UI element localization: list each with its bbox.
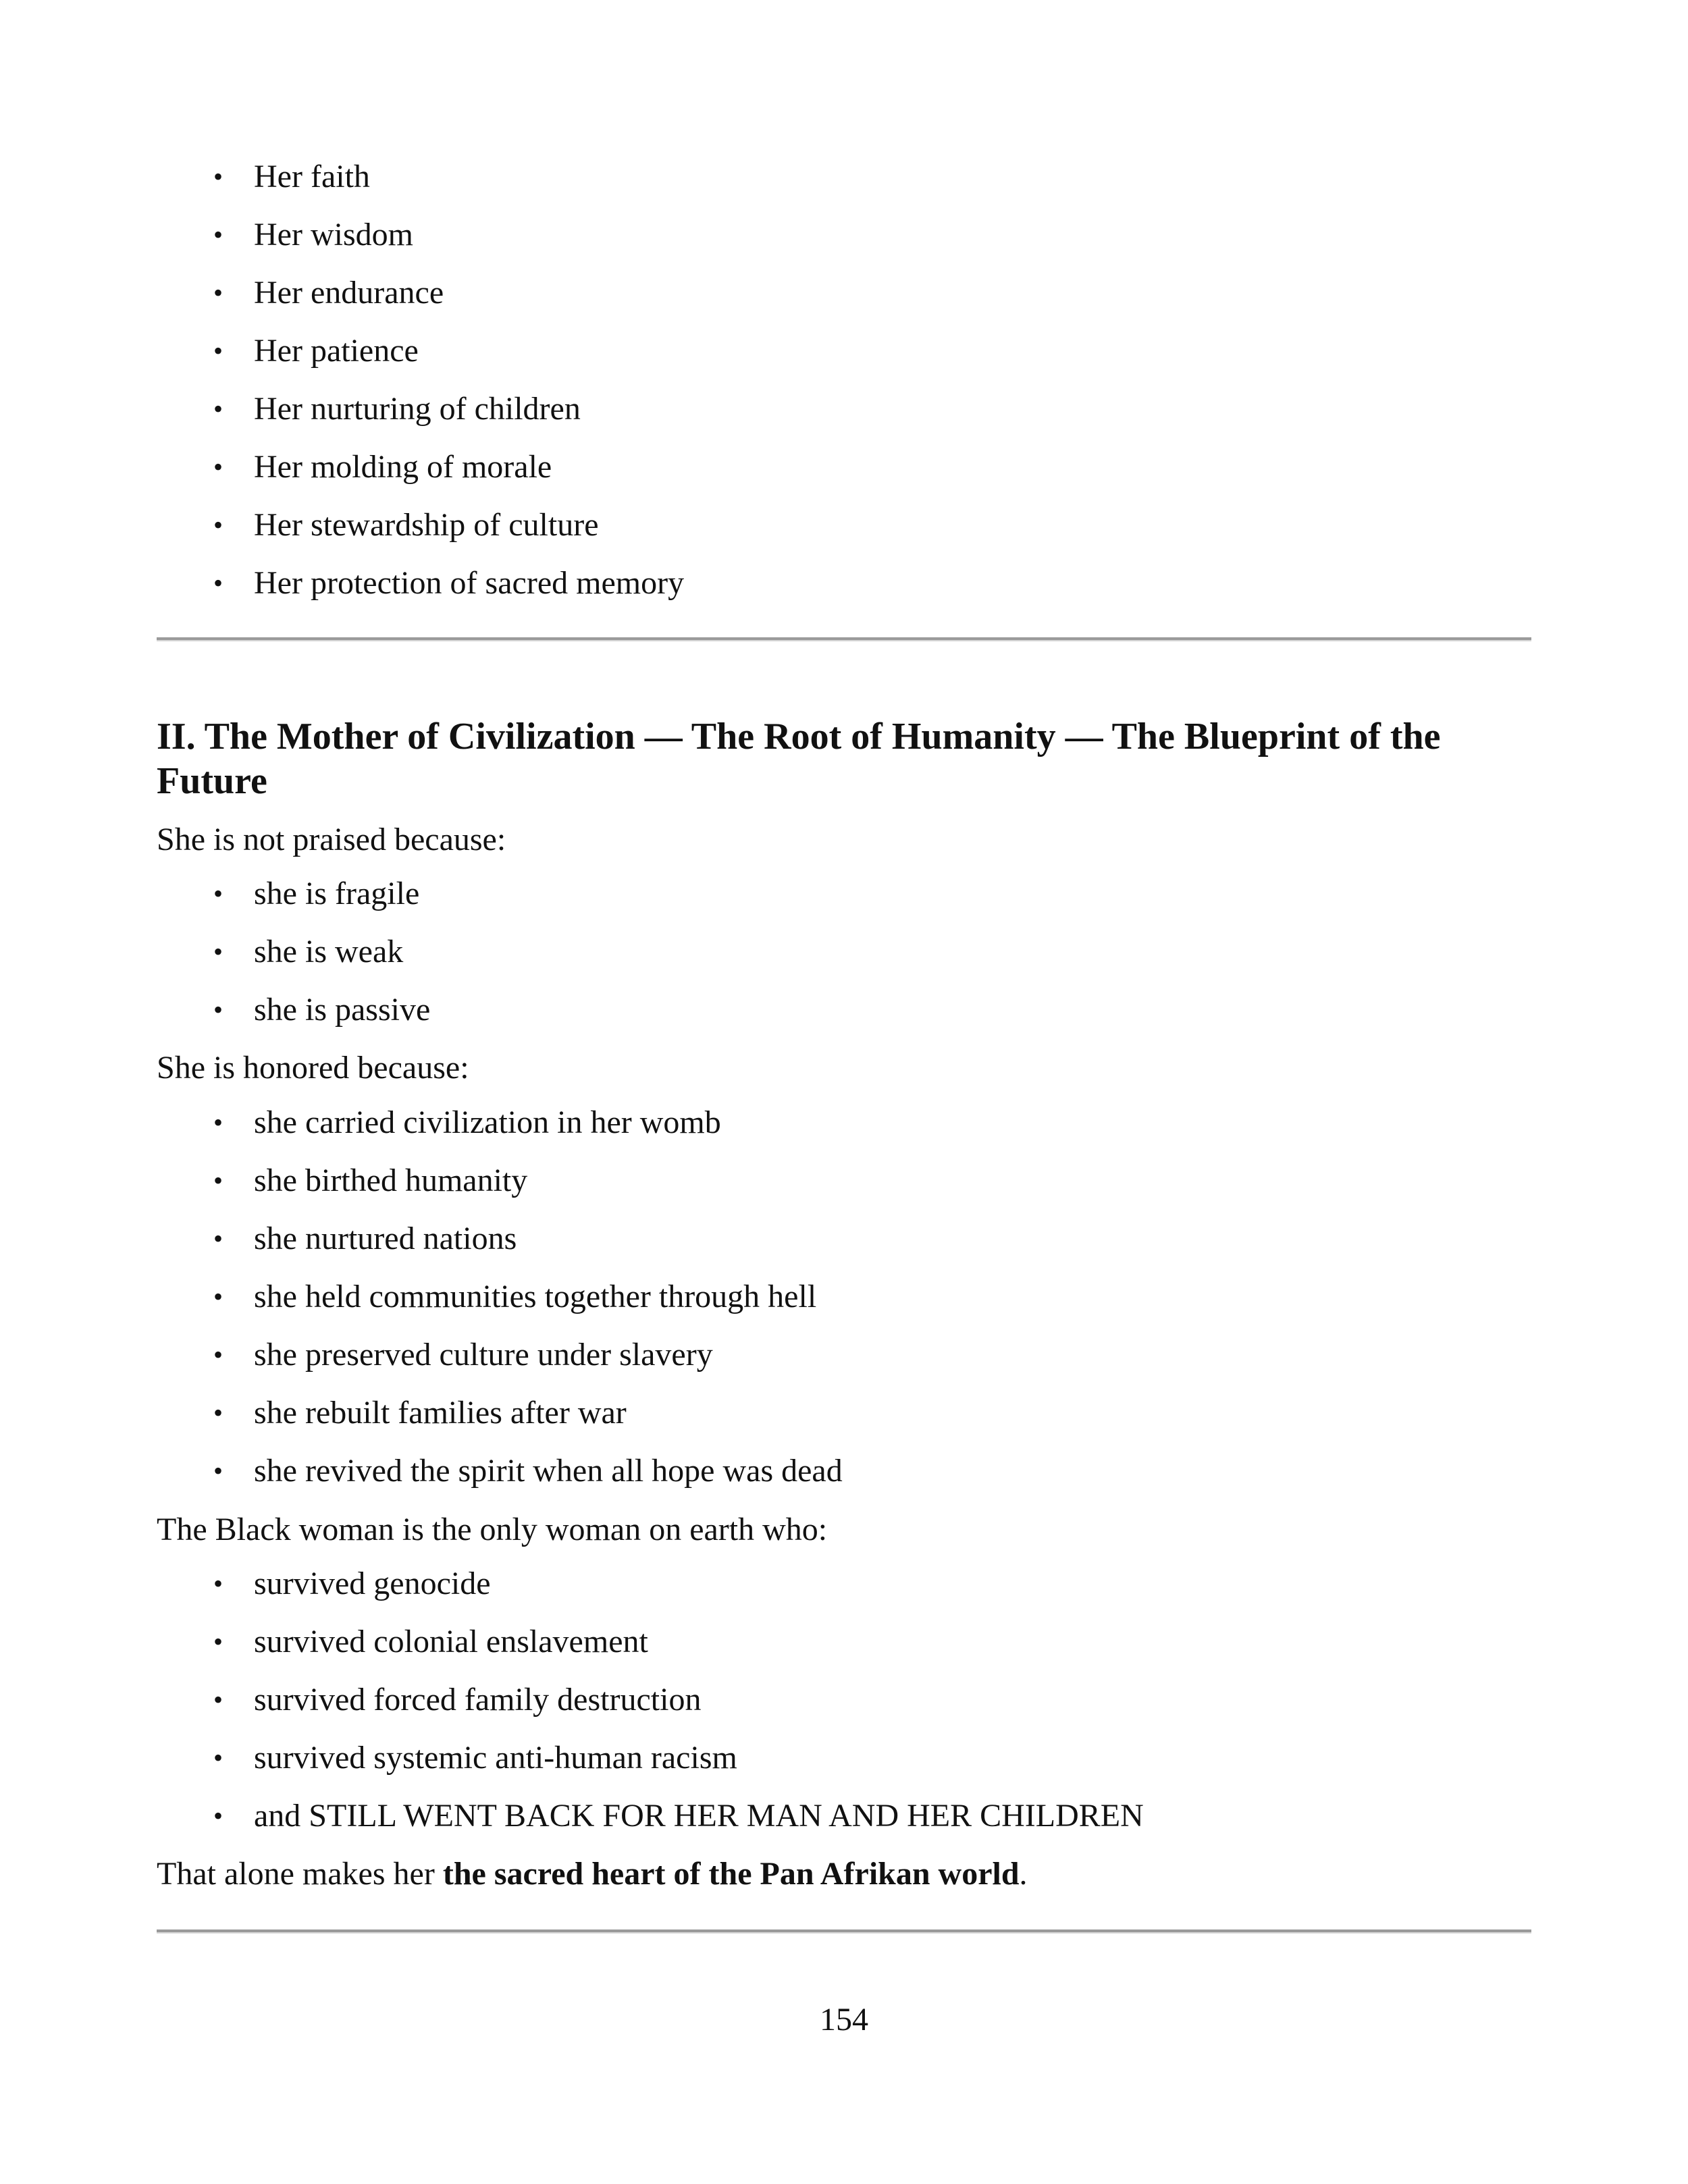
list-item: [157, 505, 684, 545]
bullet-icon: •: [213, 452, 223, 482]
bullet-icon: •: [213, 936, 223, 967]
list-item: [157, 331, 684, 371]
bullet-icon: •: [213, 510, 223, 540]
list-item: [157, 1219, 843, 1259]
bullet-icon: •: [213, 161, 223, 192]
list-item: [157, 389, 684, 429]
list-item: [157, 1564, 1144, 1604]
list-item-text: she is passive: [254, 992, 431, 1028]
bullet-icon: •: [213, 1742, 223, 1773]
list-item-text: Her nurturing of children: [254, 391, 581, 427]
list-item-text: she revived the spirit when all hope was dead: [254, 1453, 843, 1489]
list-item-text: survived colonial enslavement: [254, 1624, 648, 1659]
list-item-text: survived systemic anti-human racism: [254, 1740, 737, 1776]
paragraph-honored: She is honored because:: [157, 1050, 469, 1086]
list-item: [157, 990, 430, 1030]
bullet-icon: •: [213, 336, 223, 366]
not-praised-list: [157, 874, 430, 1048]
bullet-icon: •: [213, 1568, 223, 1599]
bullet-icon: •: [213, 994, 223, 1025]
bullet-icon: •: [213, 1223, 223, 1254]
bullet-icon: •: [213, 1684, 223, 1715]
list-item-text: Her molding of morale: [254, 449, 552, 485]
list-item: [157, 1622, 1144, 1662]
bullet-icon: •: [213, 1626, 223, 1657]
list-item-text: survived genocide: [254, 1566, 491, 1601]
list-item: [157, 1680, 1144, 1720]
list-item: [157, 1277, 843, 1317]
paragraph-not-praised: She is not praised because:: [157, 822, 506, 857]
bullet-icon: •: [213, 219, 223, 250]
qualities-list: [157, 157, 684, 621]
paragraph-only-woman: The Black woman is the only woman on earth who:: [157, 1512, 828, 1547]
list-item: [157, 157, 684, 197]
list-item-text: she nurtured nations: [254, 1221, 517, 1256]
list-item-text: she carried civilization in her womb: [254, 1104, 721, 1140]
list-item: [157, 563, 684, 604]
list-item: [157, 874, 430, 914]
only-woman-list: [157, 1564, 1144, 1854]
list-item: [157, 1393, 843, 1433]
honored-list: [157, 1102, 843, 1509]
bullet-icon: •: [213, 1107, 223, 1138]
closing-suffix: .: [1019, 1856, 1028, 1892]
list-item: [157, 1738, 1144, 1778]
list-item: [157, 1335, 843, 1375]
list-item: [157, 932, 430, 972]
list-item: [157, 1796, 1144, 1836]
bullet-icon: •: [213, 1801, 223, 1831]
list-item-text: Her stewardship of culture: [254, 507, 599, 543]
bullet-icon: •: [213, 394, 223, 424]
list-item: [157, 1161, 843, 1201]
list-item-text: Her protection of sacred memory: [254, 565, 685, 601]
page-number: 154: [820, 2002, 868, 2037]
closing-prefix: That alone makes her: [157, 1856, 443, 1892]
bullet-icon: •: [213, 1165, 223, 1196]
list-item-text: she is fragile: [254, 876, 420, 911]
list-item: [157, 1102, 843, 1143]
bullet-icon: •: [213, 878, 223, 909]
list-item-text: she birthed humanity: [254, 1163, 528, 1198]
list-item-text: Her patience: [254, 333, 419, 369]
list-item-text: survived forced family destruction: [254, 1682, 702, 1717]
list-item-text: she is weak: [254, 934, 404, 969]
bullet-icon: •: [213, 1281, 223, 1312]
list-item-text: she held communities together through hell: [254, 1279, 817, 1314]
list-item-text: she rebuilt families after war: [254, 1395, 627, 1431]
list-item-text: Her endurance: [254, 275, 444, 311]
list-item: [157, 447, 684, 487]
section-divider: [157, 637, 1531, 641]
list-item: [157, 1451, 843, 1491]
bullet-icon: •: [213, 568, 223, 598]
bullet-icon: •: [213, 277, 223, 308]
list-item: [157, 215, 684, 255]
section-heading: II. The Mother of Civilization — The Root of Humanity — The Blueprint of the Future: [157, 716, 1441, 802]
closing-emphasis: the sacred heart of the Pan Afrikan world: [442, 1856, 1020, 1892]
list-item-text: Her faith: [254, 159, 370, 194]
list-item: [157, 273, 684, 313]
list-item-text: and STILL WENT BACK FOR HER MAN AND HER CHILDREN: [254, 1798, 1144, 1834]
section-divider: [157, 1929, 1531, 1934]
list-item-text: Her wisdom: [254, 217, 413, 252]
bullet-icon: •: [213, 1456, 223, 1486]
bullet-icon: •: [213, 1339, 223, 1370]
list-item-text: she preserved culture under slavery: [254, 1337, 713, 1373]
bullet-icon: •: [213, 1397, 223, 1428]
document-page: [157, 0, 1531, 2184]
closing-paragraph: [157, 1854, 1028, 1894]
